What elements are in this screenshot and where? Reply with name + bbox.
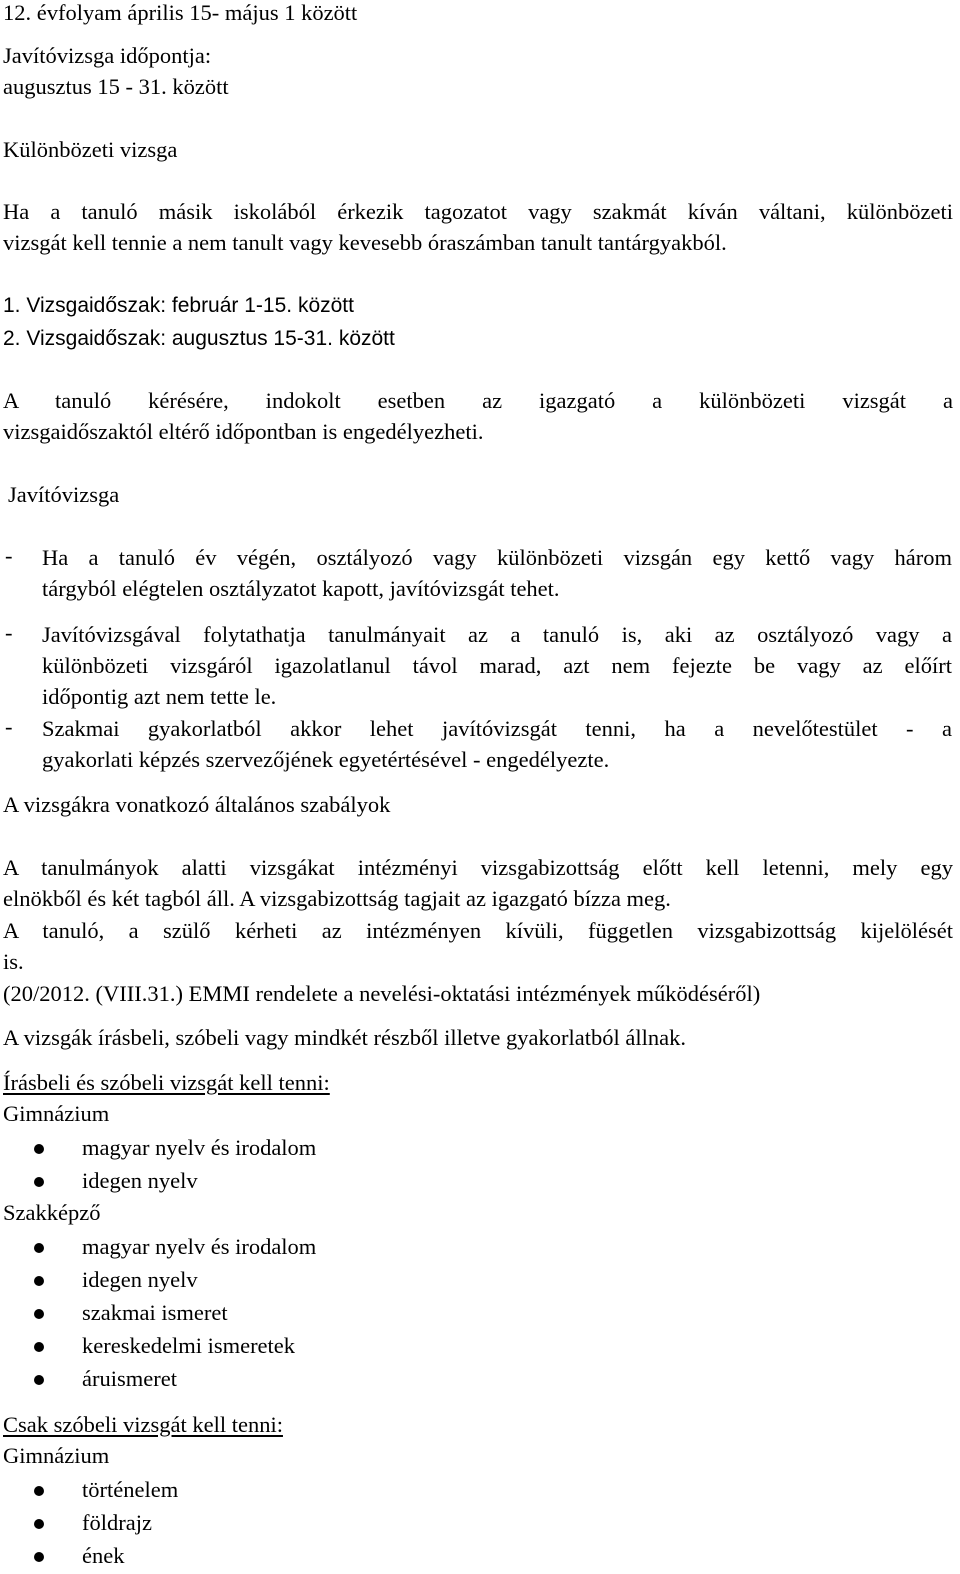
paragraph-line: elnökből és két tagból áll. A vizsgabizottság tagjait az igazgató bízza meg. — [3, 886, 671, 911]
written-and-oral-heading: Írásbeli és szóbeli vizsgát kell tenni: — [3, 1070, 330, 1095]
bullet-icon — [34, 1276, 44, 1286]
list-item: idegen nyelv — [82, 1267, 198, 1292]
list-item: földrajz — [82, 1510, 152, 1535]
list-item-line: különbözeti vizsgáról igazolatlanul távol marad, azt nem fejezte be vagy az előírt — [42, 653, 952, 678]
oral-only-heading: Csak szóbeli vizsgát kell tenni: — [3, 1412, 283, 1437]
dash-marker: - — [5, 620, 13, 645]
paragraph-line: A tanuló, a szülő kérheti az intézményen kívüli, független vizsgabizottság kijelölését — [3, 918, 953, 943]
school-type-vocational: Szakképző — [3, 1200, 101, 1225]
paragraph-line: A tanuló kérésére, indokolt esetben az igazgató a különbözeti vizsgát a — [3, 388, 953, 413]
section-heading-difference-exam: Különbözeti vizsga — [3, 137, 178, 162]
exam-period-2: 2. Vizsgaidőszak: augusztus 15-31. között — [3, 327, 395, 350]
bullet-icon — [34, 1486, 44, 1496]
paragraph-line: A tanulmányok alatti vizsgákat intézményi vizsgabizottság előtt kell letenni, mely egy — [3, 855, 953, 880]
legal-reference: (20/2012. (VIII.31.) EMMI rendelete a nevelési-oktatási intézmények működéséről) — [3, 981, 761, 1006]
retake-date-label: Javítóvizsga időpontja: — [3, 43, 212, 68]
paragraph-line: vizsgaidőszaktól eltérő időpontban is engedélyezheti. — [3, 419, 484, 444]
bullet-icon — [34, 1552, 44, 1562]
exam-period-1: 1. Vizsgaidőszak: február 1-15. között — [3, 294, 354, 317]
list-item: történelem — [82, 1477, 179, 1502]
section-heading-retake-exam: Javítóvizsga — [8, 482, 120, 507]
bullet-icon — [34, 1375, 44, 1385]
school-type-gymnasium: Gimnázium — [3, 1443, 110, 1468]
list-item: magyar nyelv és irodalom — [82, 1135, 317, 1160]
section-heading-general-rules: A vizsgákra vonatkozó általános szabályok — [3, 792, 391, 817]
list-item: szakmai ismeret — [82, 1300, 228, 1325]
paragraph-line: is. — [3, 949, 24, 974]
list-item-line: Javítóvizsgával folytathatja tanulmányait az a tanuló is, aki az osztályozó vagy a — [42, 622, 952, 647]
dash-marker: - — [5, 543, 13, 568]
bullet-icon — [34, 1342, 44, 1352]
grade-12-dates: 12. évfolyam április 15- május 1 között — [3, 0, 358, 25]
list-item-line: tárgyból elégtelen osztályzatot kapott, javítóvizsgát tehet. — [42, 576, 560, 601]
school-type-gymnasium: Gimnázium — [3, 1101, 110, 1126]
list-item-line: gyakorlati képzés szervezőjének egyetértésével - engedélyezte. — [42, 747, 610, 772]
list-item-line: időpontig azt nem tette le. — [42, 684, 277, 709]
dash-marker: - — [5, 714, 13, 739]
paragraph-line: Ha a tanuló másik iskolából érkezik tagozatot vagy szakmát kíván váltani, különbözeti — [3, 199, 953, 224]
retake-date-value: augusztus 15 - 31. között — [3, 74, 229, 99]
list-item: idegen nyelv — [82, 1168, 198, 1193]
paragraph-line: vizsgát kell tennie a nem tanult vagy kevesebb óraszámban tanult tantárgyakból. — [3, 230, 727, 255]
list-item: ének — [82, 1543, 125, 1568]
list-item: áruismeret — [82, 1366, 177, 1391]
list-item: kereskedelmi ismeretek — [82, 1333, 296, 1358]
list-item-line: Ha a tanuló év végén, osztályozó vagy különbözeti vizsgán egy kettő vagy három — [42, 545, 952, 570]
bullet-icon — [34, 1144, 44, 1154]
bullet-icon — [34, 1309, 44, 1319]
bullet-icon — [34, 1177, 44, 1187]
paragraph-line: A vizsgák írásbeli, szóbeli vagy mindkét részből illetve gyakorlatból állnak. — [3, 1025, 686, 1050]
bullet-icon — [34, 1243, 44, 1253]
list-item-line: Szakmai gyakorlatból akkor lehet javítóvizsgát tenni, ha a nevelőtestület - a — [42, 716, 952, 741]
bullet-icon — [34, 1519, 44, 1529]
list-item: magyar nyelv és irodalom — [82, 1234, 317, 1259]
